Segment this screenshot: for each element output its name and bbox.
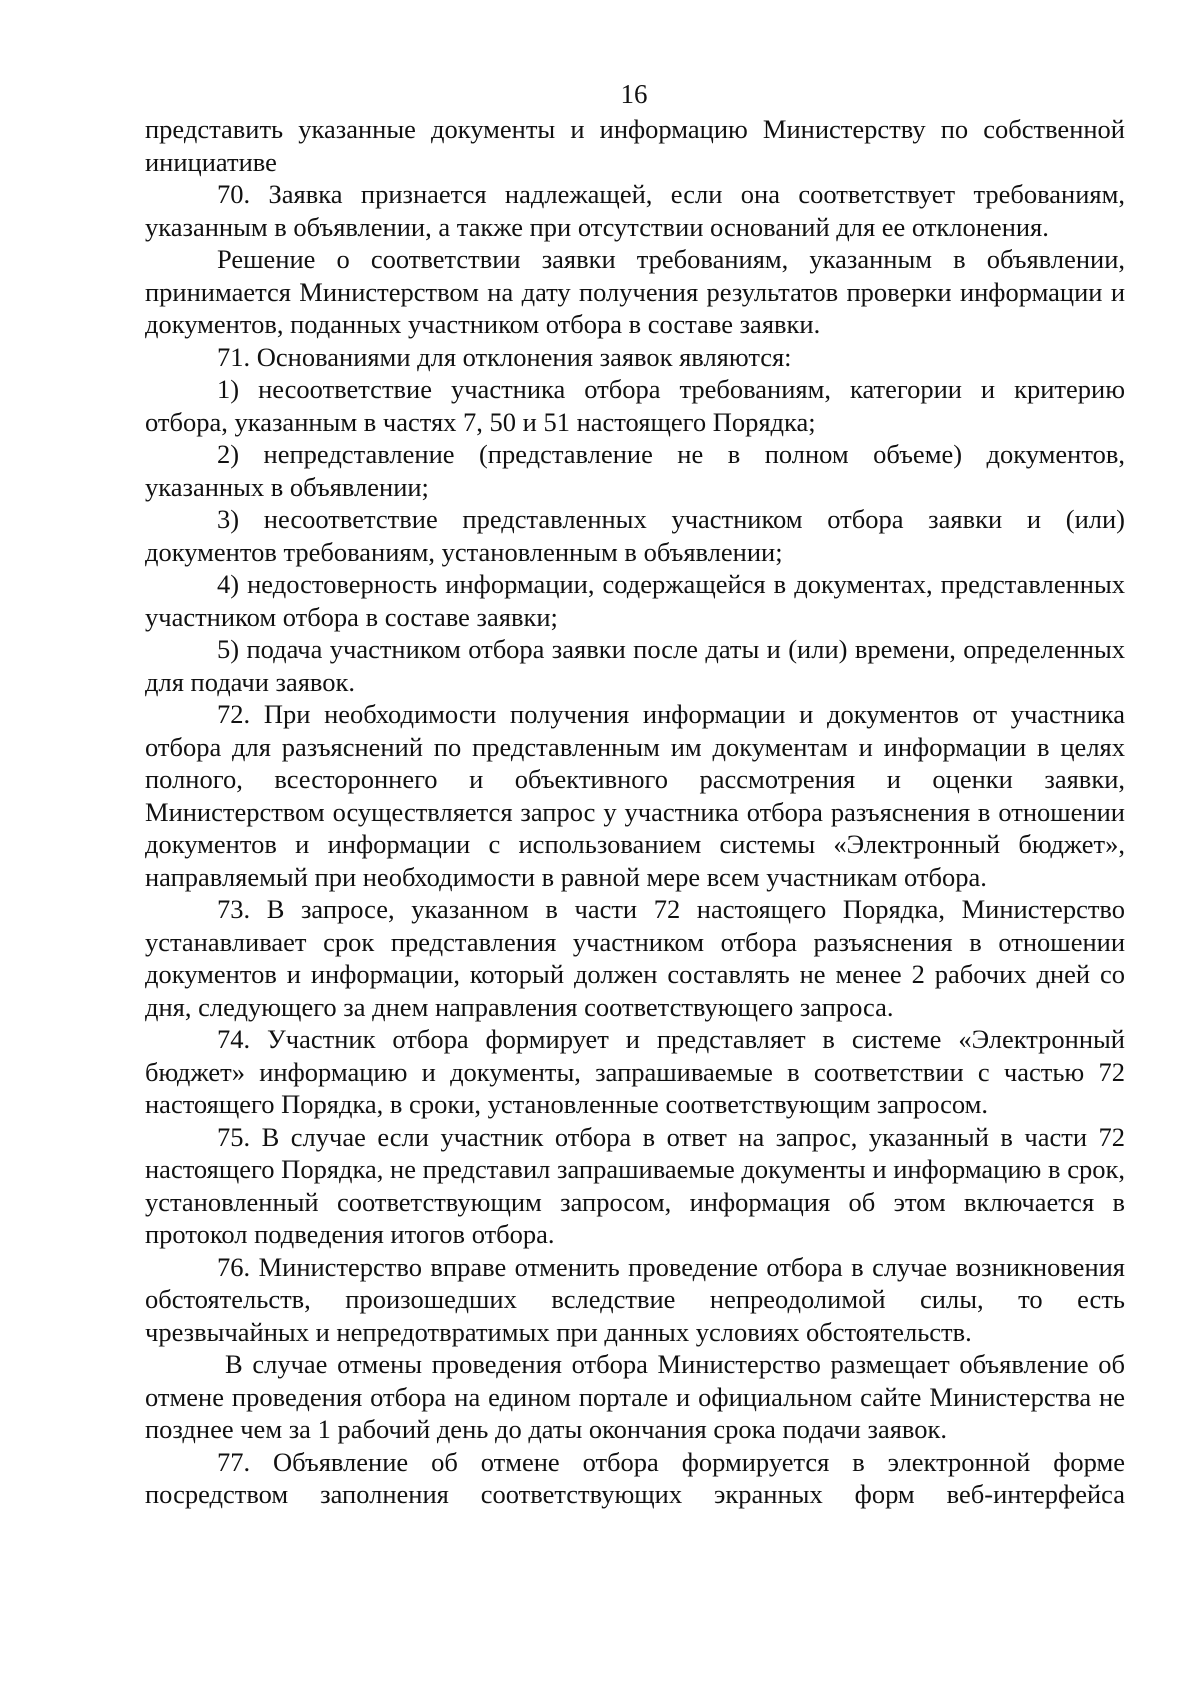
list-item-1: 1) несоответствие участника отбора требованиям, категории и критерию отбора, указанным в частях 7, 50 и 51 настоящего Порядка;: [145, 374, 1125, 437]
paragraph-cancellation: В случае отмены проведения отбора Министерство размещает объявление об отмене проведения отбора на едином портале и официальном сайте Министерства не позднее чем за 1 рабочий день до даты окончания срока подачи заявок.: [145, 1349, 1125, 1444]
list-item-4: 4) недостоверность информации, содержащейся в документах, представленных участником отбора в составе заявки;: [145, 569, 1125, 632]
paragraph-70: 70. Заявка признается надлежащей, если она соответствует требованиям, указанным в объявлении, а также при отсутствии оснований для ее отклонения.: [145, 179, 1125, 242]
page-number: 16: [620, 79, 648, 109]
paragraph-74: 74. Участник отбора формирует и представляет в системе «Электронный бюджет» информацию и документы, запрашиваемые в соответствии с частью 72 настоящего Порядка, в сроки, установленные соответствующим запросом.: [145, 1024, 1125, 1119]
paragraph-decision: Решение о соответствии заявки требованиям, указанным в объявлении, принимается Министерством на дату получения результатов проверки информации и документов, поданных участником отбора в составе заявки.: [145, 244, 1125, 339]
paragraph-72: 72. При необходимости получения информации и документов от участника отбора для разъяснений по представленным им документам и информации в целях полного, всестороннего и объективного рассмотрения и оценки заявки, Министерством осуществляется запрос у участника отбора разъяснения в отношении документов и информации с использованием системы «Электронный бюджет», направляемый при необходимости в равной мере всем участникам отбора.: [145, 699, 1125, 892]
paragraph-77: 77. Объявление об отмене отбора формируется в электронной форме посредством заполнения соответствующих экранных форм веб-интерфейса: [145, 1446, 1125, 1509]
paragraph-continuation: представить указанные документы и информацию Министерству по собственной инициативе: [145, 114, 1125, 177]
list-item-5: 5) подача участником отбора заявки после даты и (или) времени, определенных для подачи заявок.: [145, 634, 1125, 697]
list-item-3: 3) несоответствие представленных участником отбора заявки и (или) документов требованиям, установленным в объявлении;: [145, 504, 1125, 567]
paragraph-71: 71. Основаниями для отклонения заявок являются:: [217, 341, 792, 372]
paragraph-75: 75. В случае если участник отбора в ответ на запрос, указанный в части 72 настоящего Порядка, не представил запрашиваемые документы и информацию в срок, установленный соответствующим запросом, информация об этом включается в протокол подведения итогов отбора.: [145, 1121, 1125, 1249]
paragraph-73: 73. В запросе, указанном в части 72 настоящего Порядка, Министерство устанавливает срок представления участником отбора разъяснения в отношении документов и информации, который должен составлять не менее 2 рабочих дней со дня, следующего за днем направления соответствующего запроса.: [145, 894, 1125, 1022]
paragraph-76: 76. Министерство вправе отменить проведение отбора в случае возникновения обстоятельств, произошедших вследствие непреодолимой силы, то есть чрезвычайных и непредотвратимых при данных условиях обстоятельств.: [145, 1251, 1125, 1347]
document-body: [145, 113, 1125, 1511]
list-item-2: 2) непредставление (представление не в полном объеме) документов, указанных в объявлении;: [145, 439, 1125, 502]
